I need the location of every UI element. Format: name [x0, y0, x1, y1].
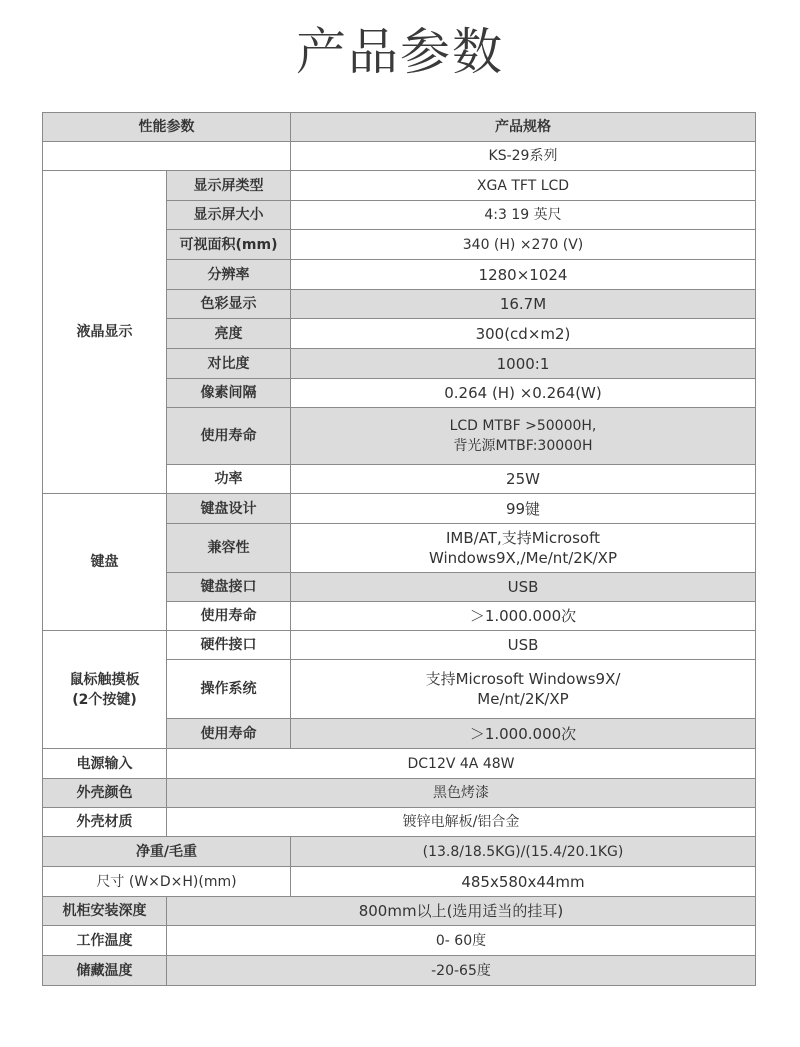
page-title: 产品参数	[296, 23, 504, 81]
table-row	[43, 494, 756, 524]
row-label: 使用寿命	[167, 719, 291, 749]
row-value: (13.8/18.5KG)/(15.4/20.1KG)	[291, 837, 756, 867]
row-value-multiline	[291, 524, 756, 573]
row-label: 显示屏类型	[167, 171, 291, 201]
row-value: ＞1.000.000次	[291, 602, 756, 631]
table-row	[43, 779, 756, 808]
category-lcd: 液晶显示	[43, 171, 167, 494]
category-line: 鼠标触摸板	[69, 671, 140, 688]
row-value: USB	[291, 573, 756, 602]
row-label: 亮度	[167, 319, 291, 349]
table-row	[43, 837, 756, 867]
model-label-empty	[43, 142, 291, 171]
row-label: 可视面积(mm)	[167, 230, 291, 260]
table-header-row	[43, 113, 756, 142]
row-label: 像素间隔	[167, 379, 291, 408]
row-label: 使用寿命	[167, 602, 291, 631]
row-value: 99键	[291, 494, 756, 524]
model-value: KS-29系列	[291, 142, 756, 171]
row-value-multiline	[291, 660, 756, 719]
row-value: 485x580x44mm	[291, 867, 756, 897]
table-row	[43, 926, 756, 956]
row-value: -20-65度	[167, 956, 756, 986]
row-label: 键盘接口	[167, 573, 291, 602]
row-value-line: IMB/AT,支持Microsoft	[446, 529, 600, 547]
row-label: 硬件接口	[167, 631, 291, 660]
row-value: 800mm以上(选用适当的挂耳)	[167, 897, 756, 926]
row-label: 色彩显示	[167, 290, 291, 319]
row-label: 储藏温度	[43, 956, 167, 986]
category-touchpad	[43, 631, 167, 749]
row-label: 键盘设计	[167, 494, 291, 524]
row-value: 镀锌电解板/铝合金	[167, 808, 756, 837]
row-value: 4:3 19 英尺	[291, 201, 756, 230]
row-label: 操作系统	[167, 660, 291, 719]
row-value: 16.7M	[291, 290, 756, 319]
row-label: 净重/毛重	[43, 837, 291, 867]
row-label: 外壳颜色	[43, 779, 167, 808]
row-label: 对比度	[167, 349, 291, 379]
table-row	[43, 171, 756, 201]
table-row	[43, 808, 756, 837]
row-label: 显示屏大小	[167, 201, 291, 230]
category-line: (2个按键)	[72, 691, 137, 708]
row-label: 机柜安装深度	[43, 897, 167, 926]
row-value: 340 (H) ×270 (V)	[291, 230, 756, 260]
header-parameters: 性能参数	[43, 113, 291, 142]
row-value: 300(cd×m2)	[291, 319, 756, 349]
model-row	[43, 142, 756, 171]
table-row	[43, 897, 756, 926]
row-label: 使用寿命	[167, 408, 291, 465]
row-value-line: 支持Microsoft Windows9X/	[425, 670, 621, 688]
row-label: 电源输入	[43, 749, 167, 779]
row-value: 25W	[291, 465, 756, 494]
row-value: XGA TFT LCD	[291, 171, 756, 201]
row-value: USB	[291, 631, 756, 660]
row-label: 外壳材质	[43, 808, 167, 837]
row-value: DC12V 4A 48W	[167, 749, 756, 779]
row-label: 尺寸 (W×D×H)(mm)	[43, 867, 291, 897]
row-label: 功率	[167, 465, 291, 494]
row-value: 1000:1	[291, 349, 756, 379]
spec-table	[42, 112, 756, 986]
row-value-line: Me/nt/2K/XP	[477, 690, 569, 708]
row-value-line: Windows9X,/Me/nt/2K/XP	[428, 549, 618, 567]
table-row	[43, 631, 756, 660]
row-value: 黑色烤漆	[167, 779, 756, 808]
row-value: 0.264 (H) ×0.264(W)	[291, 379, 756, 408]
row-value-line: LCD MTBF >50000H,	[449, 418, 597, 434]
row-label: 兼容性	[167, 524, 291, 573]
row-value-multiline	[291, 408, 756, 465]
table-row	[43, 956, 756, 986]
row-label: 工作温度	[43, 926, 167, 956]
row-value-line: 背光源MTBF:30000H	[453, 438, 593, 454]
row-value: 1280×1024	[291, 260, 756, 290]
row-value: 0- 60度	[167, 926, 756, 956]
row-label: 分辨率	[167, 260, 291, 290]
header-specifications: 产品规格	[291, 113, 756, 142]
table-row	[43, 867, 756, 897]
category-keyboard: 键盘	[43, 494, 167, 631]
row-value: ＞1.000.000次	[291, 719, 756, 749]
table-row	[43, 749, 756, 779]
